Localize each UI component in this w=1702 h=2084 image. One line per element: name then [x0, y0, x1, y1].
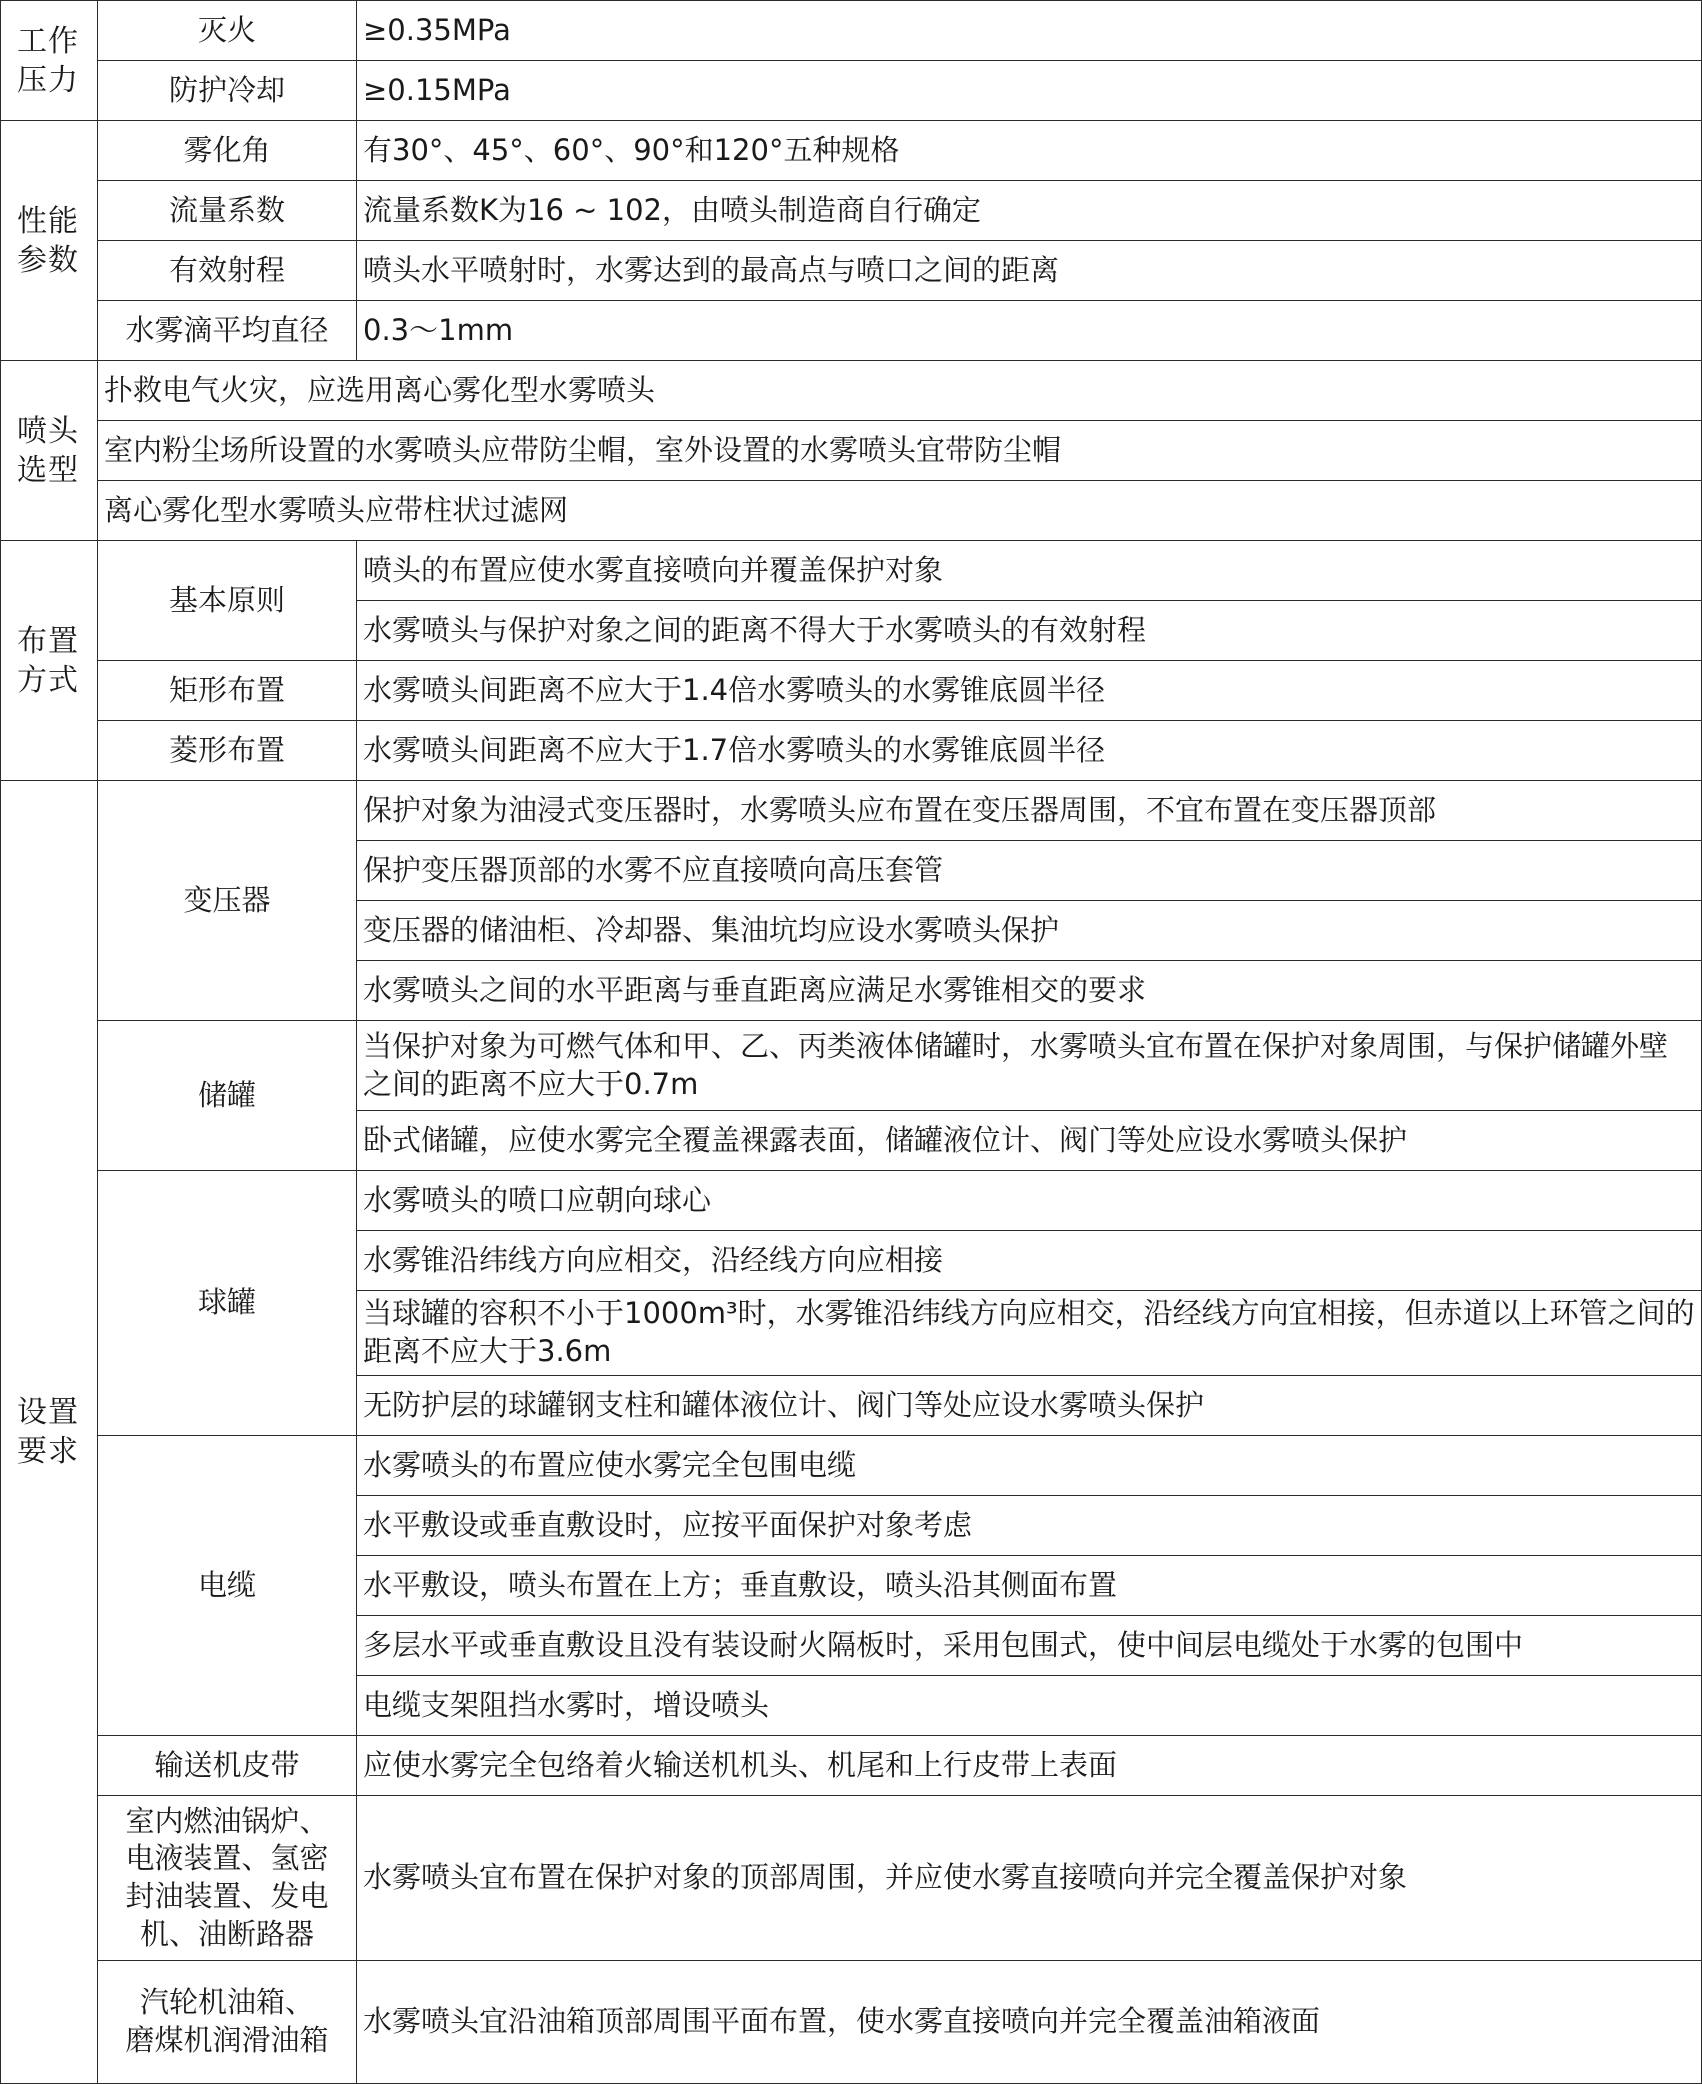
value-transformer-4: 水雾喷头之间的水平距离与垂直距离应满足水雾锥相交的要求: [357, 961, 1702, 1021]
value-rect-layout: 水雾喷头间距离不应大于1.4倍水雾喷头的水雾锥底圆半径: [357, 661, 1702, 721]
label-line: 磨煤机润滑油箱: [125, 2023, 329, 2057]
label-basic-principle: 基本原则: [98, 541, 357, 661]
label-line: 汽轮机油箱、: [139, 1985, 314, 2020]
value-basic-2: 水雾喷头与保护对象之间的距离不得大于水雾喷头的有效射程: [357, 601, 1702, 661]
table-row: [1, 541, 1702, 601]
label-rect-layout: 矩形布置: [98, 661, 357, 721]
label-spray-angle: 雾化角: [98, 121, 357, 181]
value-transformer-3: 变压器的储油柜、冷却器、集油坑均应设水雾喷头保护: [357, 901, 1702, 961]
value-tank-1: 当保护对象为可燃气体和甲、乙、丙类液体储罐时，水雾喷头宜布置在保护对象周围，与保护储罐外壁之间的距离不应大于0.7m: [357, 1021, 1702, 1111]
value-sphere-1: 水雾喷头的喷口应朝向球心: [357, 1171, 1702, 1231]
label-turbine-oil-tank: [98, 1961, 357, 2084]
label-line: 机、油断路器: [139, 1916, 314, 1951]
table-row: [1, 1796, 1702, 1961]
table-row: [1, 421, 1702, 481]
value-effective-range: 喷头水平喷射时，水雾达到的最高点与喷口之间的距离: [357, 241, 1702, 301]
value-cable-4: 多层水平或垂直敷设且没有装设耐火隔板时，采用包围式，使中间层电缆处于水雾的包围中: [357, 1616, 1702, 1676]
label-diamond-layout: 菱形布置: [98, 721, 357, 781]
value-selection-2: 室内粉尘场所设置的水雾喷头应带防尘帽，室外设置的水雾喷头宜带防尘帽: [98, 421, 1702, 481]
label-boiler-equipment: [98, 1796, 357, 1961]
section-performance: [1, 121, 98, 361]
table-row: [1, 241, 1702, 301]
value-cooling: ≥0.15MPa: [357, 61, 1702, 121]
value-diamond-layout: 水雾喷头间距离不应大于1.7倍水雾喷头的水雾锥底圆半径: [357, 721, 1702, 781]
table-row: [1, 301, 1702, 361]
label-droplet-diameter: 水雾滴平均直径: [98, 301, 357, 361]
label-flow-coefficient: 流量系数: [98, 181, 357, 241]
table-row: [1, 181, 1702, 241]
label-conveyor-belt: 输送机皮带: [98, 1736, 357, 1796]
value-cable-1: 水雾喷头的布置应使水雾完全包围电缆: [357, 1436, 1702, 1496]
table-row: [1, 61, 1702, 121]
table-row: [1, 1436, 1702, 1496]
section-layout: [1, 541, 98, 781]
value-selection-3: 离心雾化型水雾喷头应带柱状过滤网: [98, 481, 1702, 541]
value-transformer-1: 保护对象为油浸式变压器时，水雾喷头应布置在变压器周围，不宜布置在变压器顶部: [357, 781, 1702, 841]
value-spray-angle: 有30°、45°、60°、90°和120°五种规格: [357, 121, 1702, 181]
label-transformer: 变压器: [98, 781, 357, 1021]
value-sphere-2: 水雾锥沿纬线方向应相交，沿经线方向应相接: [357, 1231, 1702, 1291]
section-requirements: [1, 781, 98, 2084]
section-work-pressure: [1, 1, 98, 121]
section-label: 工作压力: [17, 23, 79, 98]
value-transformer-2: 保护变压器顶部的水雾不应直接喷向高压套管: [357, 841, 1702, 901]
section-label: 布置方式: [17, 623, 79, 698]
label-line: 电液装置、氢密: [125, 1841, 329, 1876]
table-row: [1, 361, 1702, 421]
value-basic-1: 喷头的布置应使水雾直接喷向并覆盖保护对象: [357, 541, 1702, 601]
label-tank: 储罐: [98, 1021, 357, 1171]
value-sphere-4: 无防护层的球罐钢支柱和罐体液位计、阀门等处应设水雾喷头保护: [357, 1376, 1702, 1436]
value-flow-coefficient: 流量系数K为16 ~ 102，由喷头制造商自行确定: [357, 181, 1702, 241]
label-line: 室内燃油锅炉、: [125, 1803, 329, 1838]
label-effective-range: 有效射程: [98, 241, 357, 301]
value-tank-2: 卧式储罐，应使水雾完全覆盖裸露表面，储罐液位计、阀门等处应设水雾喷头保护: [357, 1111, 1702, 1171]
table-row: [1, 1021, 1702, 1111]
table-row: [1, 781, 1702, 841]
table-row: [1, 121, 1702, 181]
value-droplet-diameter: 0.3～1mm: [357, 301, 1702, 361]
label-cable: 电缆: [98, 1436, 357, 1736]
label-cooling: 防护冷却: [98, 61, 357, 121]
value-conveyor-belt: 应使水雾完全包络着火输送机机头、机尾和上行皮带上表面: [357, 1736, 1702, 1796]
value-cable-2: 水平敷设或垂直敷设时，应按平面保护对象考虑: [357, 1496, 1702, 1556]
section-label: 设置要求: [17, 1395, 79, 1469]
value-cable-5: 电缆支架阻挡水雾时，增设喷头: [357, 1676, 1702, 1736]
label-sphere-tank: 球罐: [98, 1171, 357, 1436]
value-selection-1: 扑救电气火灾，应选用离心雾化型水雾喷头: [98, 361, 1702, 421]
table-row: [1, 721, 1702, 781]
label-extinguish: 灭火: [98, 1, 357, 61]
value-turbine-oil-tank: 水雾喷头宜沿油箱顶部周围平面布置，使水雾直接喷向并完全覆盖油箱液面: [357, 1961, 1702, 2084]
label-line: 封油装置、发电: [125, 1879, 329, 1913]
table-row: [1, 661, 1702, 721]
value-extinguish: ≥0.35MPa: [357, 1, 1702, 61]
table-row: [1, 481, 1702, 541]
table-row: [1, 1736, 1702, 1796]
section-label: 性能参数: [17, 203, 79, 278]
value-sphere-3: 当球罐的容积不小于1000m³时，水雾锥沿纬线方向应相交，沿经线方向宜相接，但赤道以上环管之间的距离不应大于3.6m: [357, 1291, 1702, 1376]
table-row: [1, 1961, 1702, 2084]
section-label: 喷头选型: [17, 413, 79, 488]
table-row: [1, 1, 1702, 61]
table-row: [1, 1171, 1702, 1231]
section-nozzle-selection: [1, 361, 98, 541]
value-cable-3: 水平敷设，喷头布置在上方；垂直敷设，喷头沿其侧面布置: [357, 1556, 1702, 1616]
value-boiler-equipment: 水雾喷头宜布置在保护对象的顶部周围，并应使水雾直接喷向并完全覆盖保护对象: [357, 1796, 1702, 1961]
